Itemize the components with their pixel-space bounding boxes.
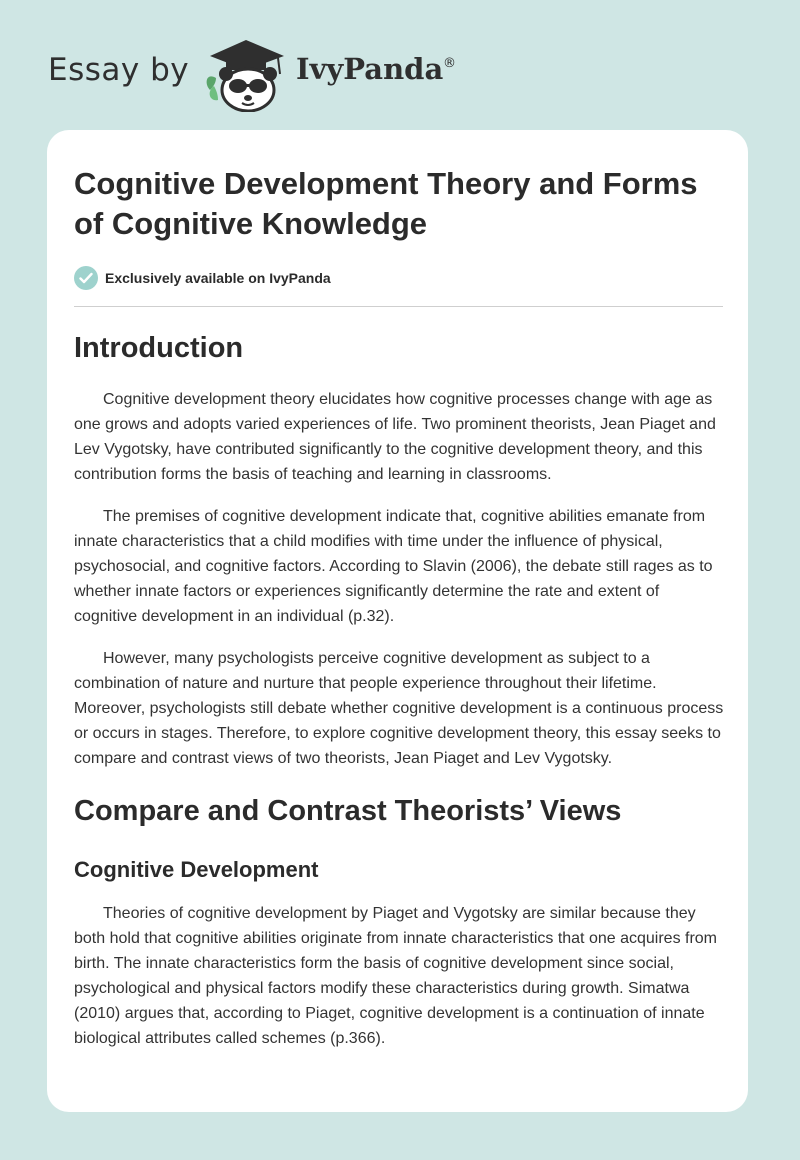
section-heading-compare-contrast: Compare and Contrast Theorists’ Views — [74, 795, 622, 827]
exclusive-badge-text: Exclusively available on IvyPanda — [105, 270, 331, 286]
panda-graduation-cap-icon[interactable] — [200, 34, 292, 112]
subsection-heading-cognitive-development: Cognitive Development — [74, 857, 319, 882]
paragraph: The premises of cognitive development indicate that, cognitive abilities emanate from innate characteristics that a child modifies with time under the influence of physical, psychosocial, and cognitive factors. According to Slavin (2006), the debate still rages as to whether innate factors or experiences significantly determine the rate and extent of cognitive development in an individual (p.32). — [74, 508, 713, 625]
exclusive-badge — [74, 265, 724, 291]
brand-name[interactable]: IvyPanda — [296, 52, 444, 86]
essay-by-label: Essay by — [48, 52, 190, 88]
site-header — [48, 34, 508, 114]
article-title: Cognitive Development Theory and Forms of Cognitive Knowledge — [74, 166, 698, 241]
paragraph: Cognitive development theory elucidates how cognitive processes change with age as one grows and adopts varied experiences of life. Two prominent theorists, Jean Piaget and Lev Vygotsky, have contributed significantly to the cognitive development theory, and this contribution forms the basis of teaching and learning in classrooms. — [74, 391, 716, 483]
title-divider — [74, 306, 723, 307]
check-icon — [74, 266, 98, 290]
paragraph: However, many psychologists perceive cognitive development as subject to a combination of nature and nurture that people experience throughout their lifetime. Moreover, psychologists still debate whether cognitive development is a continuous process or occurs in stages. Therefore, to explore cognitive development theory, this essay seeks to compare and contrast views of two theorists, Jean Piaget and Lev Vygotsky. — [74, 650, 724, 767]
paragraph: Theories of cognitive development by Piaget and Vygotsky are similar because they both hold that cognitive abilities originate from innate characteristics that one acquires from birth. The innate characteristics form the basis of cognitive development since social, psychological and physical factors modify these characteristics during growth. Simatwa (2010) argues that, according to Piaget, cognitive development is a continuation of innate biological attributes called schemes (p.366). — [74, 905, 718, 1047]
article-content — [74, 164, 724, 1051]
article-card — [47, 130, 748, 1112]
registered-mark: ® — [443, 56, 456, 71]
section-heading-introduction: Introduction — [74, 332, 244, 364]
